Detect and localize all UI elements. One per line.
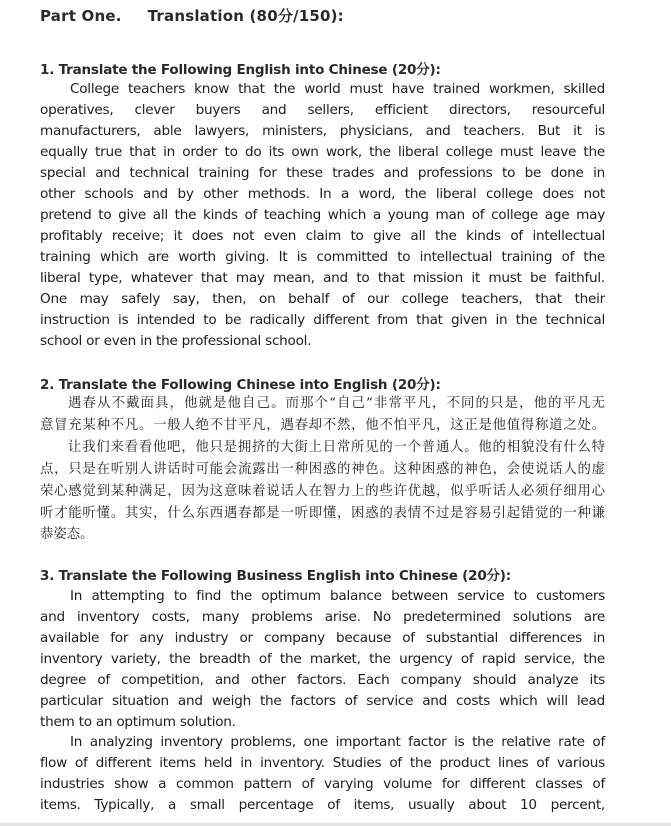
- text-line: 意冒充某种不凡。一般人绝不甘平凡，遇春却不然，他不怕平凡，这正是他值得称道之处。: [40, 418, 605, 433]
- text-line: training which are worth giving. It is committed to intellectual training of the: [40, 249, 605, 265]
- text-line: College teachers know that the world must have trained workmen, skilled: [70, 81, 605, 97]
- text-line: manufacturers, able lawyers, ministers, physicians, and teachers. But it is: [40, 123, 605, 139]
- text-line: operatives, clever buyers and sellers, efficient directors, resourceful: [40, 102, 605, 118]
- text-line: pretend to give all the kinds of teaching which a young man of college age may: [40, 207, 605, 223]
- text-line: instruction is intended to be radically different from that given in the technical: [40, 312, 605, 328]
- text-line: 恭姿态。: [40, 527, 94, 542]
- text-line: profitably receive; it does not even claim to give all the kinds of intellectual: [40, 228, 605, 244]
- text-line: particular situation and weigh the factors of service and costs which will lead: [40, 693, 605, 709]
- text-line: and inventory costs, many problems arise. No predetermined solutions are: [40, 609, 605, 625]
- text-line: them to an optimum solution.: [40, 714, 236, 730]
- text-line: special and technical training for these trades and professions to be done in: [40, 165, 605, 181]
- text-line: available for any industry or company because of substantial differences in: [40, 630, 605, 646]
- text-line: items. Typically, a small percentage of items, usually about 10 percent,: [40, 797, 605, 813]
- text-line: liberal type, whatever that may mean, and to that mission it must be faithful.: [40, 270, 605, 286]
- text-line: 遇春从不戴面具，他就是他自己。而那个“自己”非常平凡，不同的只是，他的平凡无: [68, 396, 605, 411]
- text-line: equally true that in order to do its own work, the liberal college must leave the: [40, 144, 605, 160]
- text-line: 荣心感觉到某种满足，因为这意味着说话人在智力上的些许优越，似乎听话人必须仔细用心: [40, 484, 605, 499]
- text-line: 点，只是在听别人讲话时可能会流露出一种困惑的神色。这种困惑的神色，会使说话人的虚: [40, 462, 605, 477]
- text-line: school or even in the professional school.: [40, 333, 312, 349]
- text-line: industries show a common pattern of varying volume for different classes of: [40, 776, 605, 792]
- section-2-heading: 2. Translate the Following Chinese into English (20分):: [40, 377, 441, 393]
- section-3-heading: 3. Translate the Following Business English into Chinese (20分):: [40, 568, 511, 584]
- text-line: inventory variety, the breadth of the market, the urgency of rapid service, the: [40, 651, 605, 667]
- text-line: degree of competition, and other factors. Each company should analyze its: [40, 672, 605, 688]
- text-line: other schools and by other methods. In a word, the liberal college does not: [40, 186, 605, 202]
- text-line: flow of different items held in inventory. Studies of the product lines of various: [40, 755, 605, 771]
- part-translation-title: Translation (80分/150):: [147, 7, 344, 25]
- part-title: [40, 5, 344, 26]
- text-line: In attempting to find the optimum balance between service to customers: [70, 588, 605, 604]
- section-1-heading: 1. Translate the Following English into Chinese (20分):: [40, 62, 441, 78]
- text-line: 听才能听懂。其实，什么东西遇春都是一听即懂，困惑的表情不过是容易引起错觉的一种谦: [40, 506, 605, 521]
- text-line: In analyzing inventory problems, one important factor is the relative rate of: [70, 734, 605, 750]
- part-label: Part One.: [40, 7, 122, 25]
- text-line: 让我们来看看他吧，他只是拥挤的大街上日常所见的一个普通人。他的相貌没有什么特: [68, 440, 605, 455]
- text-line: One may safely say, then, on behalf of our college teachers, that their: [40, 291, 605, 307]
